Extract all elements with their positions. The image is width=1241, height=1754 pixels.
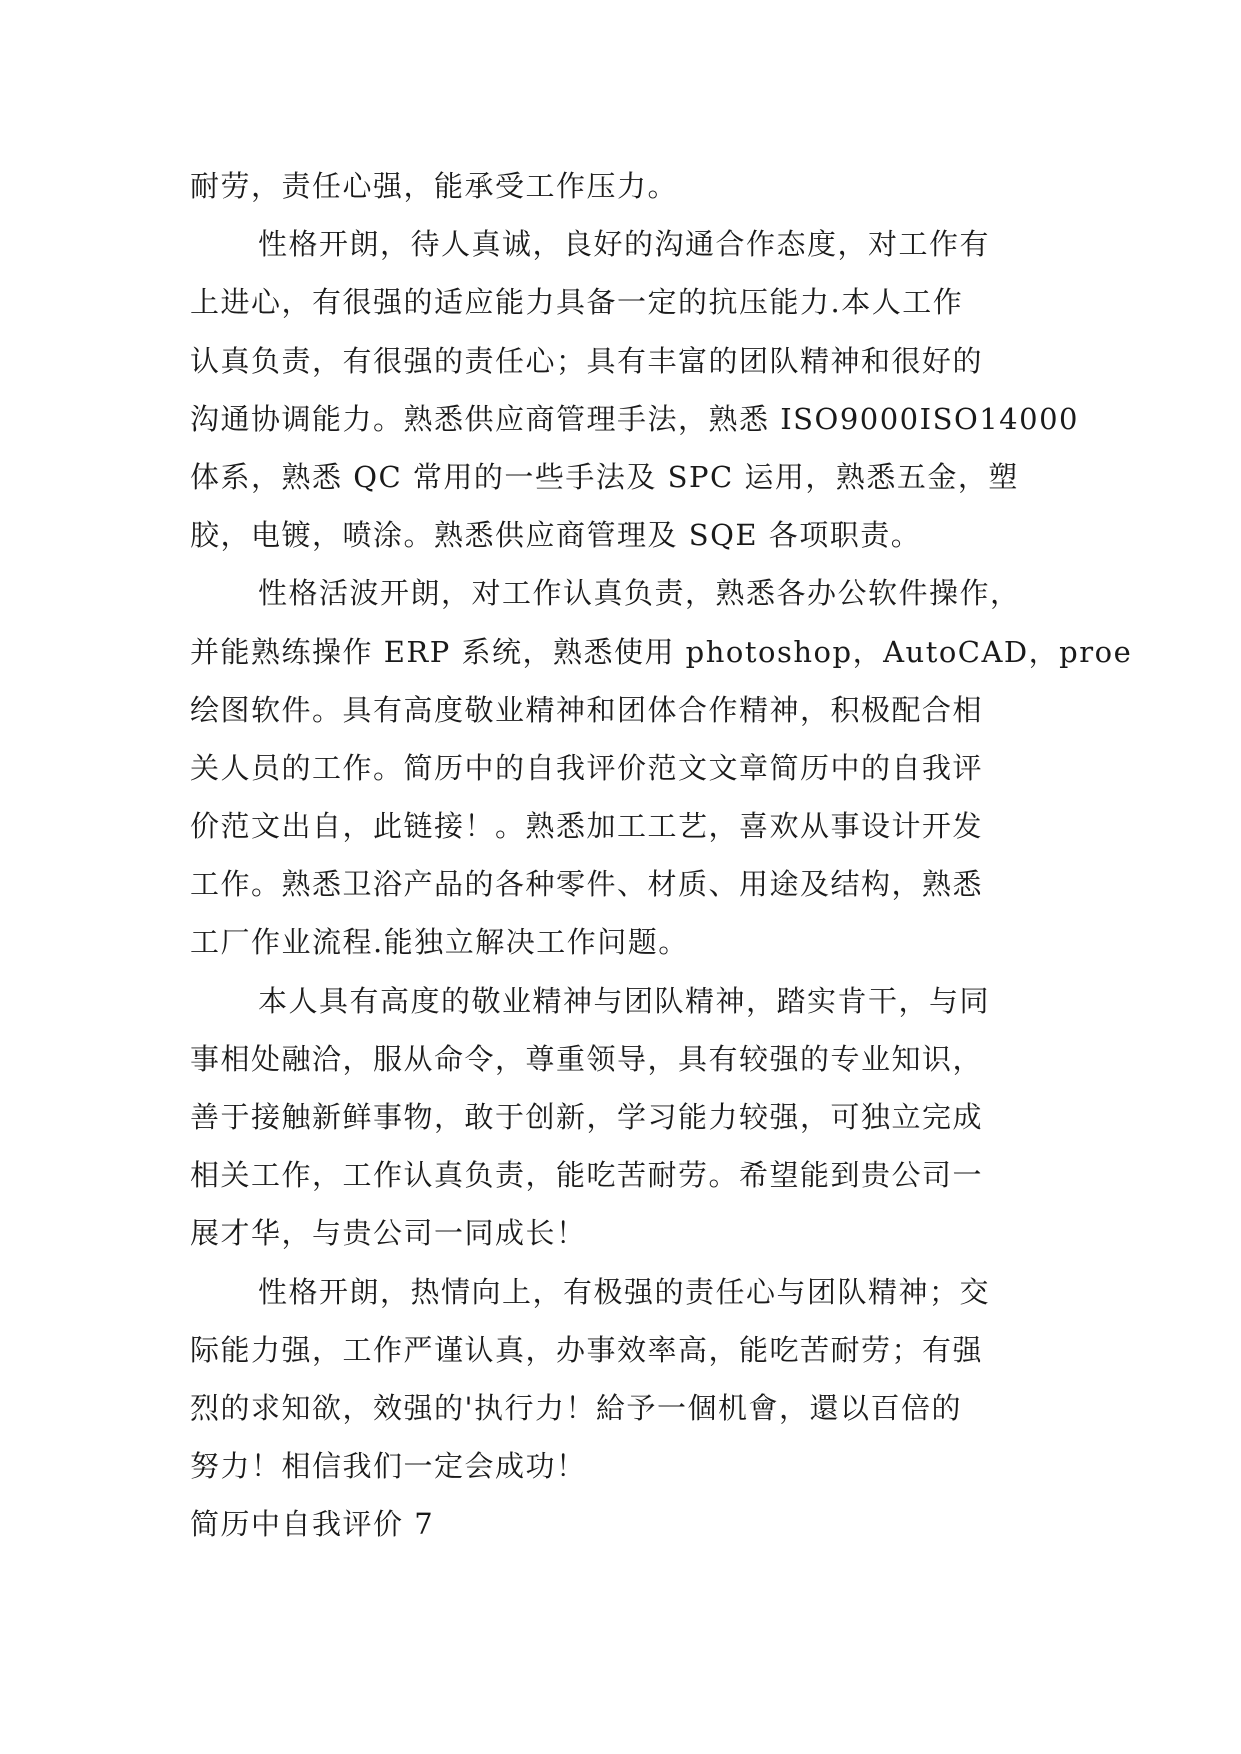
text-line: 价范文出自，此链接！。熟悉加工工艺，喜欢从事设计开发 (190, 809, 984, 844)
text-line: 善于接触新鲜事物，敢于创新，学习能力较强，可独立完成 (190, 1100, 984, 1134)
text-line: 绘图软件。具有高度敬业精神和团体合作精神，积极配合相 (190, 692, 984, 727)
text-line: 耐劳，责任心强，能承受工作压力。 (190, 169, 679, 203)
text-line: 胶，电镀，喷涂。熟悉供应商管理及 SQE 各项职责。 (190, 518, 922, 553)
text-line: 性格开朗，热情向上，有极强的责任心与团队精神；交 (258, 1274, 991, 1309)
text-line: 上进心，有很强的适应能力具备一定的抗压能力.本人工作 (190, 285, 964, 320)
text-line: 体系，熟悉 QC 常用的一些手法及 SPC 运用，熟悉五金，塑 (190, 459, 1019, 494)
text-line: 际能力强，工作严谨认真，办事效率高，能吃苦耐劳；有强 (190, 1332, 984, 1367)
text-line: 性格活波开朗，对工作认真负责，熟悉各办公软件操作， (258, 576, 1021, 611)
text-line: 工厂作业流程.能独立解决工作问题。 (190, 925, 689, 960)
paragraph (190, 157, 1060, 215)
paragraph (190, 215, 1079, 564)
text-line: 性格开朗，待人真诚，良好的沟通合作态度，对工作有 (258, 227, 991, 262)
text-line: 事相处融洽，服从命令，尊重领导，具有较强的专业知识， (190, 1041, 984, 1076)
text-line: 展才华，与贵公司一同成长！ (190, 1216, 587, 1251)
text-line: 认真负责，有很强的责任心；具有丰富的团队精神和很好的 (190, 343, 984, 378)
text-line: 努力！相信我们一定会成功！ (190, 1449, 587, 1484)
text-line: 工作。熟悉卫浴产品的各种零件、材质、用途及结构，熟悉 (190, 867, 984, 902)
paragraph (190, 564, 1133, 971)
document-body (190, 157, 1133, 1554)
text-line: 烈的求知欲，效强的'执行力！給予一個机會，還以百倍的 (190, 1390, 962, 1425)
paragraph (190, 972, 1060, 1263)
text-line: 本人具有高度的敬业精神与团队精神，踏实肯干，与同 (258, 983, 991, 1018)
paragraph (190, 1263, 1060, 1496)
text-line: 并能熟练操作 ERP 系统，熟悉使用 photoshop，AutoCAD，proe (190, 634, 1133, 669)
text-line: 沟通协调能力。熟悉供应商管理手法，熟悉 ISO9000ISO14000 (190, 401, 1079, 436)
text-line: 简历中自我评价 7 (190, 1507, 435, 1542)
text-line: 相关工作，工作认真负责，能吃苦耐劳。希望能到贵公司一 (190, 1158, 984, 1193)
text-line: 关人员的工作。简历中的自我评价范文文章简历中的自我评 (190, 750, 984, 785)
paragraph (190, 1495, 1060, 1553)
